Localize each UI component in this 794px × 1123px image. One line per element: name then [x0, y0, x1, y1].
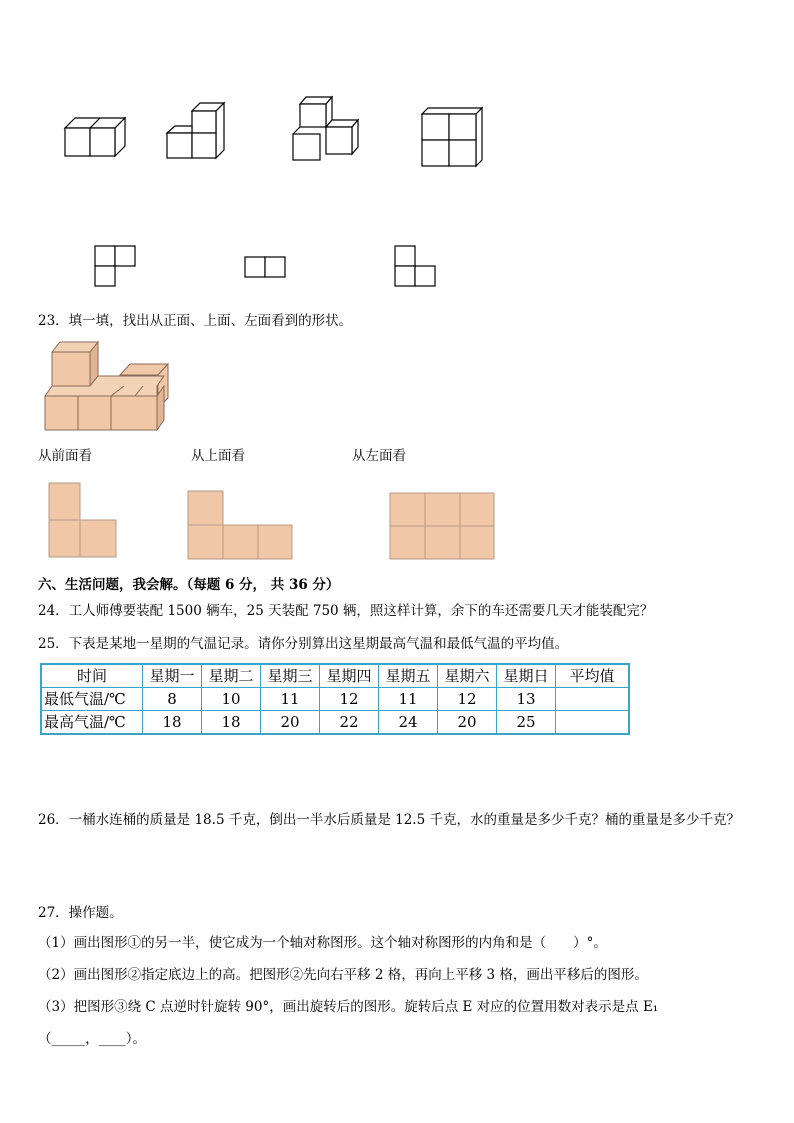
table-row: [41, 711, 629, 735]
view-label-left: 从左面看: [352, 448, 406, 464]
flat-view-1: [94, 245, 136, 287]
table-cell: 10: [202, 688, 261, 711]
table-cell: 12: [320, 688, 379, 711]
cube-figure-4: [418, 104, 488, 168]
table-cell: 18: [143, 711, 202, 735]
q26-text: 26．一桶水连桶的质量是 18.5 千克，倒出一半水后质量是 12.5 千克，水的重量是多少千克？桶的重量是多少千克？: [38, 812, 740, 828]
view-label-front: 从前面看: [38, 448, 92, 464]
average-cell[interactable]: [556, 688, 630, 711]
temperature-table: [40, 663, 630, 735]
table-cell: 8: [143, 688, 202, 711]
table-row: [41, 688, 629, 711]
table-header-cell: 星期四: [320, 664, 379, 688]
table-header-cell: 平均值: [556, 664, 630, 688]
table-cell: 11: [379, 688, 438, 711]
table-cell: 24: [379, 711, 438, 735]
table-header-cell: 星期六: [438, 664, 497, 688]
q27-item-2: （2）画出图形②指定底边上的高。把图形②先向右平移 2 格，再向上平移 3 格，画出平移后的图形。: [38, 967, 648, 983]
view-label-top: 从上面看: [191, 448, 245, 464]
table-header-cell: 星期一: [143, 664, 202, 688]
table-header-cell: 星期五: [379, 664, 438, 688]
table-cell: 22: [320, 711, 379, 735]
row-label: 最低气温/℃: [41, 688, 143, 711]
table-cell: 11: [261, 688, 320, 711]
table-header-cell: 时间: [41, 664, 143, 688]
table-header-cell: 星期三: [261, 664, 320, 688]
table-cell: 20: [438, 711, 497, 735]
section6-title: 六、生活问题，我会解。（每题 6 分， 共 36 分）: [38, 577, 340, 593]
average-cell[interactable]: [556, 711, 630, 735]
q24-text: 24．工人师傅要装配 1500 辆车，25 天装配 750 辆，照这样计算，余下的车还需要几天才能装配完？: [38, 603, 654, 619]
q23-cube-stack: [40, 340, 175, 435]
cube-figure-3: [290, 94, 365, 164]
table-cell: 20: [261, 711, 320, 735]
top-view-shape: [187, 490, 295, 562]
q23-title: 23．填一填，找出从正面、上面、左面看到的形状。: [38, 313, 353, 329]
cube-figure-2: [164, 100, 234, 162]
table-header-cell: 星期二: [202, 664, 261, 688]
front-view-shape: [48, 482, 118, 560]
table-cell: 12: [438, 688, 497, 711]
q27-title: 27．操作题。: [38, 905, 123, 921]
cube-figure-1: [60, 110, 130, 160]
q25-title: 25．下表是某地一星期的气温记录。请你分别算出这星期最高气温和最低气温的平均值。: [38, 636, 569, 652]
table-header-cell: 星期日: [497, 664, 556, 688]
table-cell: 25: [497, 711, 556, 735]
table-cell: 13: [497, 688, 556, 711]
q27-item-3: （3）把图形③绕 C 点逆时针旋转 90°，画出旋转后的图形。旋转后点 E 对应的位置用数对表示是点 E₁: [38, 999, 659, 1015]
flat-view-3: [394, 245, 436, 287]
flat-view-2: [244, 256, 286, 278]
left-view-shape: [389, 492, 497, 562]
row-label: 最高气温/℃: [41, 711, 143, 735]
q27-item-1: （1）画出图形①的另一半，使它成为一个轴对称图形。这个轴对称图形的内角和是（ ）°。: [38, 935, 607, 951]
q27-answer-blank[interactable]: （_____，____）。: [38, 1031, 146, 1047]
table-cell: 18: [202, 711, 261, 735]
table-header-row: [41, 664, 629, 688]
